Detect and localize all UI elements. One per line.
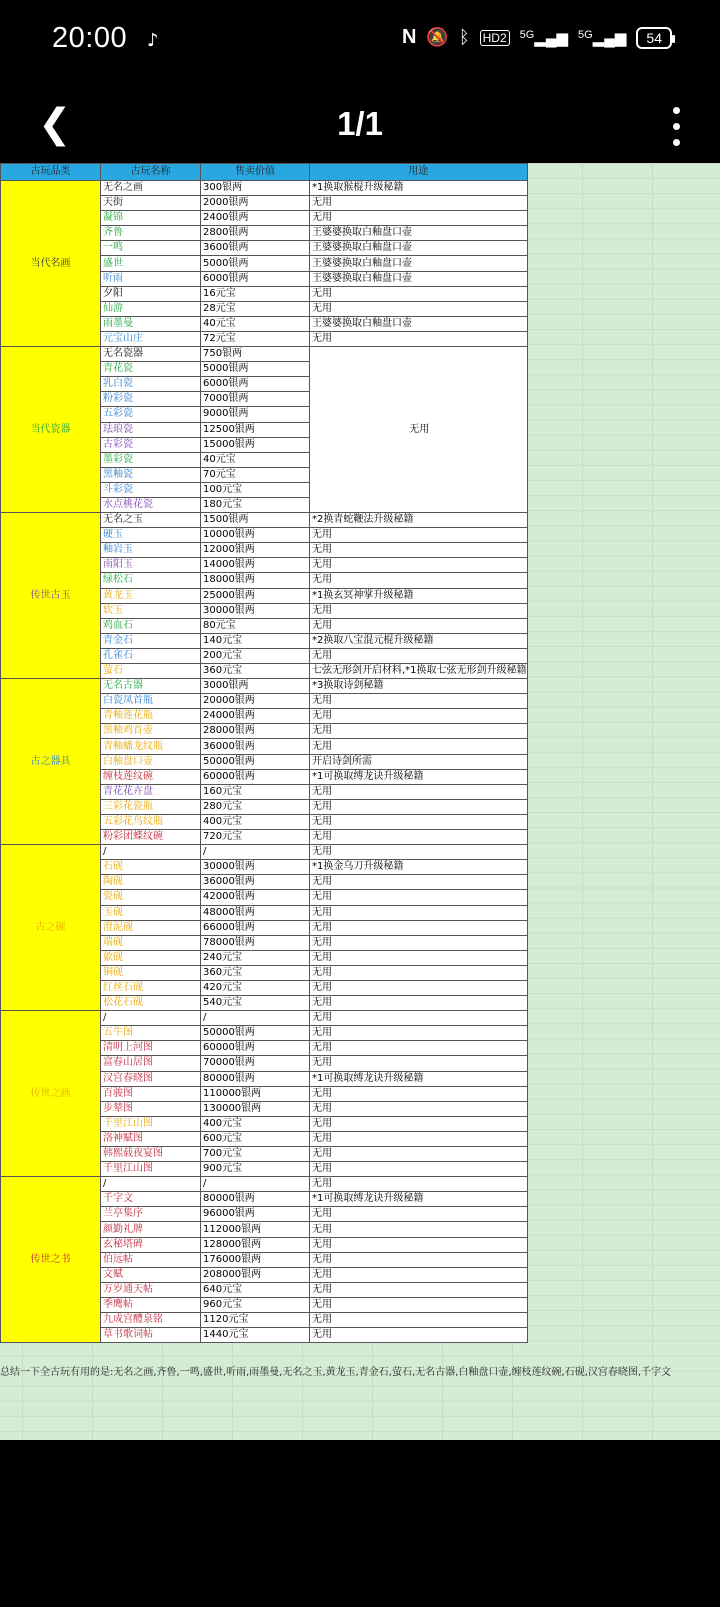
use-cell: 无用: [310, 1131, 528, 1146]
item-name-cell: 古彩瓷: [101, 437, 201, 452]
use-cell: 无用: [310, 799, 528, 814]
use-cell: 七弦无形剑开启材料,*1换取七弦无形剑升级秘籍: [310, 664, 528, 679]
price-cell: 96000银两: [201, 1207, 310, 1222]
use-cell: 无用: [310, 1116, 528, 1131]
price-cell: 6000银两: [201, 377, 310, 392]
price-cell: 66000银两: [201, 920, 310, 935]
price-cell: 18000银两: [201, 573, 310, 588]
item-name-cell: 陶砚: [101, 875, 201, 890]
price-cell: 30000银两: [201, 860, 310, 875]
item-name-cell: 仙游: [101, 301, 201, 316]
use-cell: 无用: [310, 331, 528, 346]
viewer-top-bar: [0, 85, 720, 163]
use-cell: 无用: [310, 845, 528, 860]
bluetooth-icon: ᛒ: [458, 27, 470, 47]
category-cell: 传世古玉: [1, 513, 101, 679]
price-cell: 78000银两: [201, 935, 310, 950]
signal-icon-2: $^{5G}$▂▄▆: [578, 28, 627, 47]
price-cell: 36000银两: [201, 875, 310, 890]
price-cell: 5000银两: [201, 362, 310, 377]
item-name-cell: 夕阳: [101, 286, 201, 301]
price-cell: 28000银两: [201, 724, 310, 739]
price-cell: 10000银两: [201, 528, 310, 543]
price-cell: /: [201, 1177, 310, 1192]
price-cell: 2400银两: [201, 211, 310, 226]
price-cell: 208000银两: [201, 1267, 310, 1282]
price-cell: 14000银两: [201, 558, 310, 573]
use-cell: 无用: [310, 211, 528, 226]
price-cell: 420元宝: [201, 980, 310, 995]
use-cell: *1换金乌刀升级秘籍: [310, 860, 528, 875]
price-cell: 1120元宝: [201, 1313, 310, 1328]
use-cell: 无用: [310, 965, 528, 980]
use-cell: 无用: [310, 1041, 528, 1056]
category-cell: 传世之画: [1, 1011, 101, 1177]
price-cell: 9000银两: [201, 407, 310, 422]
item-name-cell: 青花花卉盘: [101, 784, 201, 799]
more-options-icon[interactable]: [673, 107, 680, 146]
item-name-cell: 千里江山图: [101, 1116, 201, 1131]
item-name-cell: 步辇图: [101, 1101, 201, 1116]
price-cell: 6000银两: [201, 271, 310, 286]
price-cell: 900元宝: [201, 1162, 310, 1177]
nfc-icon: N: [401, 26, 417, 48]
use-cell: *3换取诗剑秘籍: [310, 679, 528, 694]
use-cell: *1换取猴棍升级秘籍: [310, 181, 528, 196]
item-name-cell: 韩熙载夜宴图: [101, 1147, 201, 1162]
item-name-cell: 天街: [101, 196, 201, 211]
use-cell: 王婆婆换取白釉盘口壶: [310, 256, 528, 271]
price-cell: /: [201, 1011, 310, 1026]
price-cell: 36000银两: [201, 739, 310, 754]
use-cell: 无用: [310, 1313, 528, 1328]
price-cell: 176000银两: [201, 1252, 310, 1267]
item-name-cell: 无名古器: [101, 679, 201, 694]
use-cell: 无用: [310, 814, 528, 829]
use-cell: *2换取八宝混元棍升级秘籍: [310, 633, 528, 648]
use-cell: 无用: [310, 286, 528, 301]
header-name: 古玩名称: [101, 164, 201, 181]
price-cell: 7000银两: [201, 392, 310, 407]
item-name-cell: 南阳玉: [101, 558, 201, 573]
table-row: [1, 845, 528, 860]
use-cell: 无用: [310, 1297, 528, 1312]
use-cell: 无用: [310, 1086, 528, 1101]
item-name-cell: 凝锦: [101, 211, 201, 226]
item-name-cell: 釉岩玉: [101, 543, 201, 558]
price-cell: 28元宝: [201, 301, 310, 316]
item-name-cell: 颜勤礼牌: [101, 1222, 201, 1237]
mute-bell-icon: 🔕: [426, 27, 449, 47]
item-name-cell: 盛世: [101, 256, 201, 271]
item-name-cell: 雨墨曼: [101, 316, 201, 331]
item-name-cell: 元宝山庄: [101, 331, 201, 346]
price-cell: 20000银两: [201, 694, 310, 709]
item-name-cell: 墨彩瓷: [101, 452, 201, 467]
price-cell: 42000银两: [201, 890, 310, 905]
price-cell: 16元宝: [201, 286, 310, 301]
use-cell: 无用: [310, 830, 528, 845]
use-cell: *2换青蛇鞭法升级秘籍: [310, 513, 528, 528]
use-cell: 无用: [310, 1147, 528, 1162]
price-cell: 50000银两: [201, 754, 310, 769]
item-name-cell: 绿松石: [101, 573, 201, 588]
price-cell: 700元宝: [201, 1147, 310, 1162]
table-row: [1, 181, 528, 196]
item-name-cell: 百骏图: [101, 1086, 201, 1101]
item-name-cell: 红丝石砚: [101, 980, 201, 995]
item-name-cell: 万岁通天帖: [101, 1282, 201, 1297]
price-cell: 5000银两: [201, 256, 310, 271]
item-name-cell: 软玉: [101, 603, 201, 618]
item-name-cell: 鸡血石: [101, 618, 201, 633]
price-cell: 240元宝: [201, 950, 310, 965]
network-type-label: 5G: [578, 28, 593, 41]
use-cell: 无用: [310, 1282, 528, 1297]
price-cell: 200元宝: [201, 648, 310, 663]
item-name-cell: 缠枝莲纹碗: [101, 769, 201, 784]
item-name-cell: 五彩瓷: [101, 407, 201, 422]
use-cell: 无用: [310, 196, 528, 211]
item-name-cell: 萤石: [101, 664, 201, 679]
back-arrow-icon[interactable]: ❮: [38, 101, 72, 147]
item-name-cell: 瓷砚: [101, 890, 201, 905]
item-name-cell: 黑釉鸡首壶: [101, 724, 201, 739]
item-name-cell: 黄龙玉: [101, 588, 201, 603]
signal-icon-1: $^{5G}$▂▄▆: [519, 28, 569, 47]
category-cell: 当代名画: [1, 181, 101, 347]
price-cell: 280元宝: [201, 799, 310, 814]
item-name-cell: 草书歌词帖: [101, 1328, 201, 1343]
use-cell: 无用: [310, 875, 528, 890]
header-use: 用途: [310, 164, 528, 181]
item-name-cell: 松花石砚: [101, 996, 201, 1011]
use-cell: 无用: [310, 920, 528, 935]
price-cell: 400元宝: [201, 814, 310, 829]
table-row: [1, 1011, 528, 1026]
item-name-cell: 青金石: [101, 633, 201, 648]
item-name-cell: 听雨: [101, 271, 201, 286]
item-name-cell: 端砚: [101, 935, 201, 950]
price-cell: 2000银两: [201, 196, 310, 211]
item-name-cell: 粉彩瓷: [101, 392, 201, 407]
item-name-cell: 文赋: [101, 1267, 201, 1282]
use-cell: 无用: [310, 890, 528, 905]
item-name-cell: 九成宫醴泉铭: [101, 1313, 201, 1328]
price-cell: 180元宝: [201, 497, 310, 512]
price-cell: 24000银两: [201, 709, 310, 724]
price-cell: 720元宝: [201, 830, 310, 845]
use-cell: 无用: [310, 784, 528, 799]
use-cell: 无用: [310, 1026, 528, 1041]
item-name-cell: 清明上河图: [101, 1041, 201, 1056]
use-cell: 无用: [310, 935, 528, 950]
item-name-cell: /: [101, 845, 201, 860]
use-cell: 无用: [310, 694, 528, 709]
item-name-cell: 无名瓷器: [101, 347, 201, 362]
summary-text: 总结一下全古玩有用的是:无名之画,齐鲁,一鸣,盛世,听雨,雨墨曼,无名之玉,黄龙玉,青金石,萤石,无名古器,白釉盘口壶,缠枝莲纹碗,石砚,汉宫春晓图,千字文: [0, 1367, 672, 1378]
price-cell: 360元宝: [201, 965, 310, 980]
use-cell: 无用: [310, 1101, 528, 1116]
price-cell: 112000银两: [201, 1222, 310, 1237]
use-cell: 无用: [310, 301, 528, 316]
category-cell: 古之器具: [1, 679, 101, 845]
item-name-cell: 石砚: [101, 860, 201, 875]
price-cell: 130000银两: [201, 1101, 310, 1116]
item-name-cell: 粉彩团蝶纹碗: [101, 830, 201, 845]
price-cell: 40元宝: [201, 316, 310, 331]
use-cell: 无用: [310, 1207, 528, 1222]
use-cell: 无用: [310, 950, 528, 965]
use-cell: 无用: [310, 603, 528, 618]
item-name-cell: 孔雀石: [101, 648, 201, 663]
category-cell: 传世之书: [1, 1177, 101, 1343]
use-cell: 王婆婆换取白釉盘口壶: [310, 316, 528, 331]
price-cell: 12500银两: [201, 422, 310, 437]
price-cell: 12000银两: [201, 543, 310, 558]
item-name-cell: 玄秘塔碑: [101, 1237, 201, 1252]
item-name-cell: 富春山居图: [101, 1056, 201, 1071]
table-row: [1, 347, 528, 362]
use-cell: 无用: [310, 543, 528, 558]
price-cell: 3600银两: [201, 241, 310, 256]
page-indicator: 1/1: [337, 105, 383, 142]
use-cell: *1可换取缚龙诀升级秘籍: [310, 1071, 528, 1086]
price-cell: 70000银两: [201, 1056, 310, 1071]
item-name-cell: 千字文: [101, 1192, 201, 1207]
tiktok-icon: ♪: [147, 30, 159, 51]
header-price: 售卖价值: [201, 164, 310, 181]
use-cell: 无用: [310, 618, 528, 633]
item-name-cell: 千里江山图: [101, 1162, 201, 1177]
header-category: 古玩品类: [1, 164, 101, 181]
use-cell: 无用: [310, 739, 528, 754]
use-cell: 无用: [310, 1328, 528, 1343]
price-cell: 3000银两: [201, 679, 310, 694]
item-name-cell: 青釉蟠龙纹瓶: [101, 739, 201, 754]
item-name-cell: 乳白瓷: [101, 377, 201, 392]
item-name-cell: 伯远帖: [101, 1252, 201, 1267]
use-cell: 无用: [310, 1252, 528, 1267]
price-cell: 960元宝: [201, 1297, 310, 1312]
price-cell: 640元宝: [201, 1282, 310, 1297]
price-cell: 50000银两: [201, 1026, 310, 1041]
price-cell: 400元宝: [201, 1116, 310, 1131]
network-type-label: 5G: [519, 28, 535, 41]
price-cell: 2800银两: [201, 226, 310, 241]
price-cell: 300银两: [201, 181, 310, 196]
spreadsheet-image: [0, 163, 720, 1440]
price-cell: /: [201, 845, 310, 860]
use-cell: 无用: [310, 1177, 528, 1192]
item-name-cell: 白釉盘口壶: [101, 754, 201, 769]
item-name-cell: 硬玉: [101, 528, 201, 543]
item-name-cell: 齐鲁: [101, 226, 201, 241]
price-cell: 360元宝: [201, 664, 310, 679]
use-cell: 无用: [310, 558, 528, 573]
status-bar: [0, 0, 720, 85]
use-cell: 无用: [310, 1056, 528, 1071]
use-cell: 无用: [310, 347, 528, 513]
item-name-cell: 澄泥砚: [101, 920, 201, 935]
use-cell: 无用: [310, 1222, 528, 1237]
price-cell: 1500银两: [201, 513, 310, 528]
item-name-cell: 三彩花瓷瓶: [101, 799, 201, 814]
use-cell: 无用: [310, 980, 528, 995]
price-cell: 48000银两: [201, 905, 310, 920]
item-name-cell: 黑釉瓷: [101, 467, 201, 482]
use-cell: 无用: [310, 905, 528, 920]
category-cell: 古之砚: [1, 845, 101, 1011]
table-row: [1, 1177, 528, 1192]
item-name-cell: 季鹰帖: [101, 1297, 201, 1312]
use-cell: 无用: [310, 996, 528, 1011]
item-name-cell: 兰亭集序: [101, 1207, 201, 1222]
use-cell: *1可换取缚龙诀升级秘籍: [310, 769, 528, 784]
item-name-cell: 五彩花鸟纹瓶: [101, 814, 201, 829]
category-cell: 当代瓷器: [1, 347, 101, 513]
price-cell: 128000银两: [201, 1237, 310, 1252]
use-cell: 王婆婆换取白釉盘口壶: [310, 226, 528, 241]
price-cell: 110000银两: [201, 1086, 310, 1101]
price-cell: 60000银两: [201, 1041, 310, 1056]
price-cell: 160元宝: [201, 784, 310, 799]
price-cell: 80000银两: [201, 1071, 310, 1086]
use-cell: 无用: [310, 709, 528, 724]
use-cell: 无用: [310, 528, 528, 543]
price-cell: 80元宝: [201, 618, 310, 633]
item-name-cell: 白瓷凤首瓶: [101, 694, 201, 709]
item-name-cell: 铜砚: [101, 965, 201, 980]
use-cell: 开启诗剑所需: [310, 754, 528, 769]
item-name-cell: 一鸣: [101, 241, 201, 256]
hd-icon: HD2: [480, 30, 510, 46]
price-cell: 70元宝: [201, 467, 310, 482]
item-name-cell: 无名之玉: [101, 513, 201, 528]
use-cell: 无用: [310, 1162, 528, 1177]
price-cell: 40元宝: [201, 452, 310, 467]
use-cell: 无用: [310, 1011, 528, 1026]
use-cell: 王婆婆换取白釉盘口壶: [310, 241, 528, 256]
table-header-row: [1, 164, 528, 181]
table-row: [1, 679, 528, 694]
price-cell: 600元宝: [201, 1131, 310, 1146]
price-cell: 72元宝: [201, 331, 310, 346]
status-icons: [402, 26, 672, 49]
price-cell: 540元宝: [201, 996, 310, 1011]
use-cell: 无用: [310, 1237, 528, 1252]
use-cell: 王婆婆换取白釉盘口壶: [310, 271, 528, 286]
use-cell: *1可换取缚龙诀升级秘籍: [310, 1192, 528, 1207]
item-name-cell: 汉宫春晓图: [101, 1071, 201, 1086]
price-cell: 80000银两: [201, 1192, 310, 1207]
battery-indicator: 54: [636, 27, 672, 49]
item-name-cell: 斗彩瓷: [101, 482, 201, 497]
item-name-cell: 青釉莲花瓶: [101, 709, 201, 724]
clock: 20:00: [52, 22, 128, 54]
price-cell: 140元宝: [201, 633, 310, 648]
item-name-cell: 洛神赋图: [101, 1131, 201, 1146]
price-cell: 1440元宝: [201, 1328, 310, 1343]
price-cell: 15000银两: [201, 437, 310, 452]
item-name-cell: 珐琅瓷: [101, 422, 201, 437]
antique-table: [0, 163, 528, 1343]
price-cell: 60000银两: [201, 769, 310, 784]
item-name-cell: 歙砚: [101, 950, 201, 965]
use-cell: 无用: [310, 573, 528, 588]
use-cell: 无用: [310, 648, 528, 663]
item-name-cell: 青花瓷: [101, 362, 201, 377]
price-cell: 25000银两: [201, 588, 310, 603]
item-name-cell: /: [101, 1011, 201, 1026]
use-cell: 无用: [310, 1267, 528, 1282]
item-name-cell: 水点桃花瓷: [101, 497, 201, 512]
item-name-cell: 玉砚: [101, 905, 201, 920]
use-cell: *1换玄冥神掌升级秘籍: [310, 588, 528, 603]
item-name-cell: 五牛图: [101, 1026, 201, 1041]
price-cell: 750银两: [201, 347, 310, 362]
price-cell: 30000银两: [201, 603, 310, 618]
item-name-cell: 无名之画: [101, 181, 201, 196]
price-cell: 100元宝: [201, 482, 310, 497]
use-cell: 无用: [310, 724, 528, 739]
table-row: [1, 513, 528, 528]
item-name-cell: /: [101, 1177, 201, 1192]
